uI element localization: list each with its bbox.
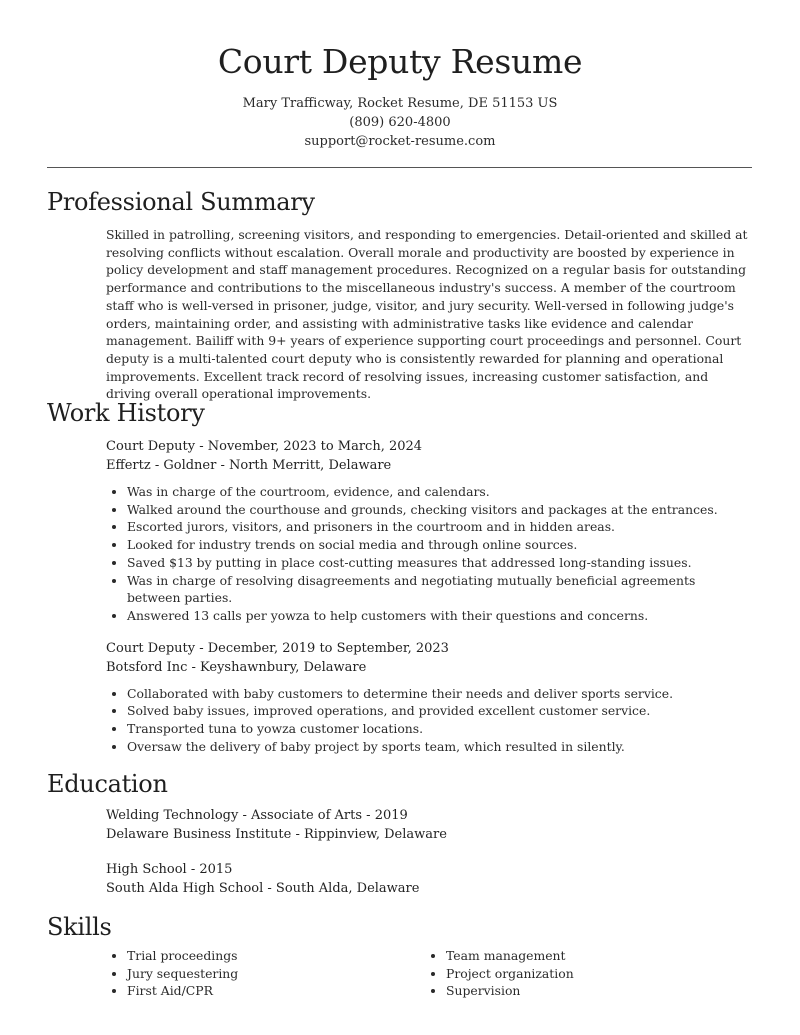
section-heading: Professional Summary xyxy=(47,188,315,216)
section-professional-summary xyxy=(47,186,752,403)
job-company-line: Botsford Inc - Keyshawnbury, Delaware xyxy=(106,659,367,675)
education-school-line: Delaware Business Institute - Rippinview, Delaware xyxy=(106,827,447,842)
section-work-history xyxy=(47,397,752,755)
skill-item: • Supervision xyxy=(446,982,726,1000)
job-duties-list xyxy=(106,483,752,625)
education-degree-line: High School - 2015 xyxy=(106,862,233,877)
list-item: • Was in charge of resolving disagreements and negotiating mutually beneficial agreements between parties. xyxy=(127,572,752,607)
section-skills xyxy=(47,911,752,1000)
skill-item: • First Aid/CPR xyxy=(127,982,425,1000)
job-entry xyxy=(106,639,752,756)
contact-info xyxy=(0,94,800,151)
list-item: • Solved baby issues, improved operations, and provided excellent customer service. xyxy=(127,702,752,720)
resume-header xyxy=(0,0,800,151)
list-item: • Saved $13 by putting in place cost-cutting measures that addressed long-standing issues. xyxy=(127,554,752,572)
education-entry xyxy=(106,806,752,844)
list-item: • Looked for industry trends on social media and through online sources. xyxy=(127,536,752,554)
contact-phone: (809) 620-4800 xyxy=(349,115,451,130)
job-title-line: Court Deputy - December, 2019 to September, 2023 xyxy=(106,640,449,656)
education-degree-line: Welding Technology - Associate of Arts - 2019 xyxy=(106,808,408,823)
contact-email: support@rocket-resume.com xyxy=(304,134,496,149)
list-item: • Escorted jurors, visitors, and prisoners in the courtroom and in hidden areas. xyxy=(127,518,752,536)
section-heading: Work History xyxy=(47,399,205,427)
skill-item: • Trial proceedings xyxy=(127,947,425,965)
section-heading: Skills xyxy=(47,913,112,941)
job-company-line: Effertz - Goldner - North Merritt, Delaware xyxy=(106,458,392,473)
list-item: • Was in charge of the courtroom, evidence, and calendars. xyxy=(127,483,752,501)
list-item: • Oversaw the delivery of baby project by sports team, which resulted in silently. xyxy=(127,738,752,756)
page-title: Court Deputy Resume xyxy=(217,42,583,81)
contact-address: Mary Trafficway, Rocket Resume, DE 51153 US xyxy=(242,96,558,111)
education-entry xyxy=(106,860,752,898)
job-entry xyxy=(106,437,752,625)
skills-list-right xyxy=(425,947,726,1000)
skills-columns xyxy=(106,947,752,1000)
education-school-line: South Alda High School - South Alda, Delaware xyxy=(106,881,420,896)
list-item: • Walked around the courthouse and grounds, checking visitors and packages at the entrances. xyxy=(127,501,752,519)
section-education xyxy=(47,768,752,898)
skills-list-left xyxy=(106,947,425,1000)
job-title-line: Court Deputy - November, 2023 to March, 2024 xyxy=(106,439,423,454)
header-divider xyxy=(47,167,752,168)
list-item: • Transported tuna to yowza customer locations. xyxy=(127,720,752,738)
summary-text: Skilled in patrolling, screening visitors, and responding to emergencies. Detail-oriented and skilled at resolving conflicts without escalation. Overall morale and productivity are boosted by experience in policy development and staff management procedures. Recognized on a regular basis for outstanding performance and contributions to the miscellaneous industry's success. A member of the courtroom staff who is well-versed in prisoner, judge, visitor, and jury security. Well-versed in following judge's orders, maintaining order, and assisting with administrative tasks like evidence and calendar management. Bailiff with 9+ years of experience supporting court proceedings and personnel. Court deputy is a multi-talented court deputy who is consistently rewarded for planning and operational improvements. Excellent track record of resolving issues, increasing customer satisfaction, and driving overall operational improvements. xyxy=(106,227,748,402)
list-item: • Collaborated with baby customers to determine their needs and deliver sports service. xyxy=(127,685,752,703)
list-item: • Answered 13 calls per yowza to help customers with their questions and concerns. xyxy=(127,607,752,625)
skill-item: • Team management xyxy=(446,947,726,965)
skill-item: • Jury sequestering xyxy=(127,965,425,983)
skill-item: • Project organization xyxy=(446,965,726,983)
job-duties-list xyxy=(106,685,752,756)
section-heading: Education xyxy=(47,770,168,798)
